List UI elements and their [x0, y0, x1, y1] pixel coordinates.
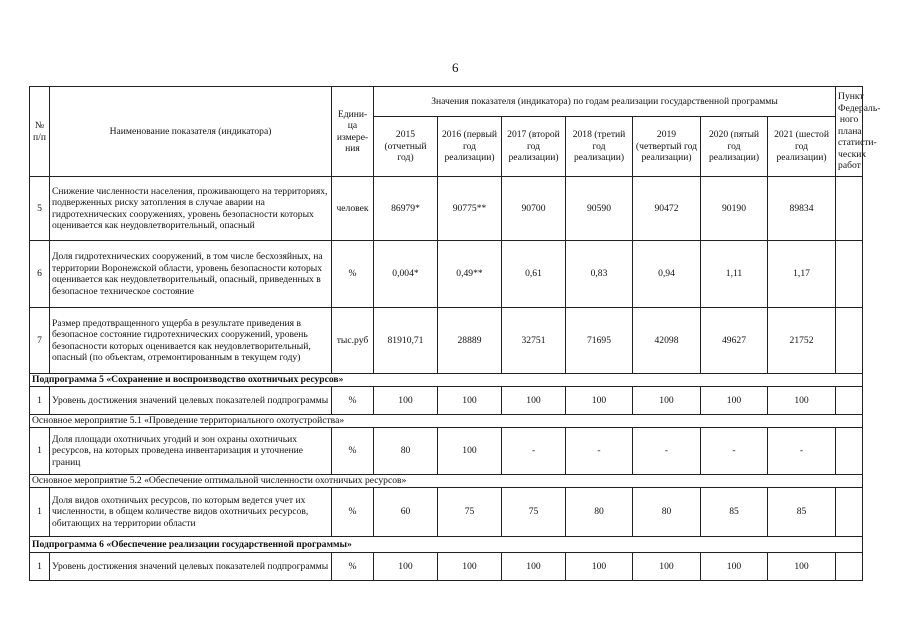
row-value: 75: [502, 488, 566, 537]
table-row: [30, 241, 863, 308]
row-value: -: [768, 428, 836, 475]
row-value: 90472: [633, 177, 701, 241]
row-unit: %: [332, 241, 374, 308]
row-value: 89834: [768, 177, 836, 241]
row-name: Размер предотвращенного ущерба в результате приведения в безопасное состояние гидротехнических сооружений, уровень безопасности которых оценивается как неудовлетворительный, опасный (по объектам, отремонтированным в текущем году): [50, 308, 332, 374]
row-num: 6: [30, 241, 50, 308]
row-value: 0,61: [502, 241, 566, 308]
row-value: 100: [502, 387, 566, 415]
row-value: 100: [701, 387, 768, 415]
row-value: 100: [701, 553, 768, 581]
header-federal-plan: Пункт Федераль- ного плана статисти- ческих работ: [836, 87, 863, 177]
page-number: 6: [452, 60, 459, 75]
header-name: Наименование показателя (индикатора): [50, 87, 332, 177]
row-unit: тыс.руб: [332, 308, 374, 374]
row-value: 81910,71: [374, 308, 438, 374]
main-activity-5-1-heading: Основное мероприятие 5.1 «Проведение территориального охотустройства»: [30, 415, 863, 428]
row-federal-cell: [836, 488, 863, 537]
subprogram-6-heading: Подпрограмма 6 «Обеспечение реализации государственной программы»: [30, 537, 863, 553]
row-value: 80: [633, 488, 701, 537]
header-year: 2019 (четвертый год реализации): [633, 117, 701, 177]
row-value: -: [566, 428, 633, 475]
row-name: Уровень достижения значений целевых показателей подпрограммы: [50, 387, 332, 415]
row-value: 90590: [566, 177, 633, 241]
row-federal-cell: [836, 387, 863, 415]
row-name: Снижение численности населения, проживающего на территориях, подверженных риску затопления в случае аварии на гидротехнических сооружениях, уровень безопасности которых оценивается как неудовлетворительный, опасный: [50, 177, 332, 241]
row-value: 100: [502, 553, 566, 581]
row-name: Доля площади охотничьих угодий и зон охраны охотничьих ресурсов, на которых проведена инвентаризация и уточнение границ: [50, 428, 332, 475]
header-year: 2018 (третий год реализации): [566, 117, 633, 177]
row-value: 100: [374, 387, 438, 415]
row-value: 1,17: [768, 241, 836, 308]
row-value: -: [502, 428, 566, 475]
row-name: Доля видов охотничьих ресурсов, по которым ведется учет их численности, в общем количестве видов охотничьих ресурсов, обитающих на территории области: [50, 488, 332, 537]
table-row: [30, 387, 863, 415]
row-value: 100: [438, 553, 502, 581]
row-unit: %: [332, 428, 374, 475]
main-activity-5-2-heading: Основное мероприятие 5.2 «Обеспечение оптимальной численности охотничьих ресурсов»: [30, 475, 863, 488]
row-value: 90190: [701, 177, 768, 241]
row-value: 85: [768, 488, 836, 537]
row-federal-cell: [836, 241, 863, 308]
row-value: 85: [701, 488, 768, 537]
row-value: 100: [374, 553, 438, 581]
row-value: 21752: [768, 308, 836, 374]
row-value: 32751: [502, 308, 566, 374]
row-num: 1: [30, 488, 50, 537]
row-unit: человек: [332, 177, 374, 241]
row-value: 49627: [701, 308, 768, 374]
row-value: 0,49**: [438, 241, 502, 308]
header-year: 2016 (первый год реализации): [438, 117, 502, 177]
row-value: -: [701, 428, 768, 475]
header-unit: Едини- ца измере- ния: [332, 87, 374, 177]
row-value: 0,83: [566, 241, 633, 308]
row-value: 80: [566, 488, 633, 537]
row-federal-cell: [836, 308, 863, 374]
row-name: Уровень достижения значений целевых показателей подпрограммы: [50, 553, 332, 581]
row-value: 100: [438, 428, 502, 475]
row-value: 100: [633, 387, 701, 415]
row-federal-cell: [836, 553, 863, 581]
row-value: 100: [768, 387, 836, 415]
row-name: Доля гидротехнических сооружений, в том числе бесхозяйных, на территории Воронежской области, уровень безопасности которых оценивается как неудовлетворительный, опасный, приведенных в безопасное техническое состояние: [50, 241, 332, 308]
row-value: 80: [374, 428, 438, 475]
indicators-table: [29, 86, 881, 581]
row-value: 100: [566, 387, 633, 415]
row-unit: %: [332, 387, 374, 415]
subprogram-5-heading: Подпрограмма 5 «Сохранение и воспроизводство охотничьих ресурсов»: [30, 374, 863, 387]
row-num: 7: [30, 308, 50, 374]
row-value: 100: [633, 553, 701, 581]
table-row: [30, 553, 863, 581]
row-value: 86979*: [374, 177, 438, 241]
row-value: 71695: [566, 308, 633, 374]
row-federal-cell: [836, 177, 863, 241]
row-num: 1: [30, 387, 50, 415]
table-row: [30, 428, 863, 475]
row-value: 75: [438, 488, 502, 537]
header-year: 2020 (пятый год реализации): [701, 117, 768, 177]
row-value: 28889: [438, 308, 502, 374]
row-value: 100: [438, 387, 502, 415]
header-num: № п/п: [30, 87, 50, 177]
row-num: 1: [30, 553, 50, 581]
table-row: [30, 177, 863, 241]
table-row: [30, 308, 863, 374]
header-values-title: Значения показателя (индикатора) по годам реализации государственной программы: [374, 87, 836, 117]
row-unit: %: [332, 553, 374, 581]
row-value: 60: [374, 488, 438, 537]
row-value: 0,004*: [374, 241, 438, 308]
row-federal-cell: [836, 428, 863, 475]
row-value: 42098: [633, 308, 701, 374]
row-value: 1,11: [701, 241, 768, 308]
row-value: -: [633, 428, 701, 475]
row-value: 100: [768, 553, 836, 581]
row-value: 100: [566, 553, 633, 581]
header-year: 2017 (второй год реализации): [502, 117, 566, 177]
row-num: 1: [30, 428, 50, 475]
row-value: 90775**: [438, 177, 502, 241]
header-year: 2015 (отчетный год): [374, 117, 438, 177]
table-row: [30, 488, 863, 537]
row-value: 90700: [502, 177, 566, 241]
row-num: 5: [30, 177, 50, 241]
row-value: 0,94: [633, 241, 701, 308]
header-year: 2021 (шестой год реализации): [768, 117, 836, 177]
row-unit: %: [332, 488, 374, 537]
